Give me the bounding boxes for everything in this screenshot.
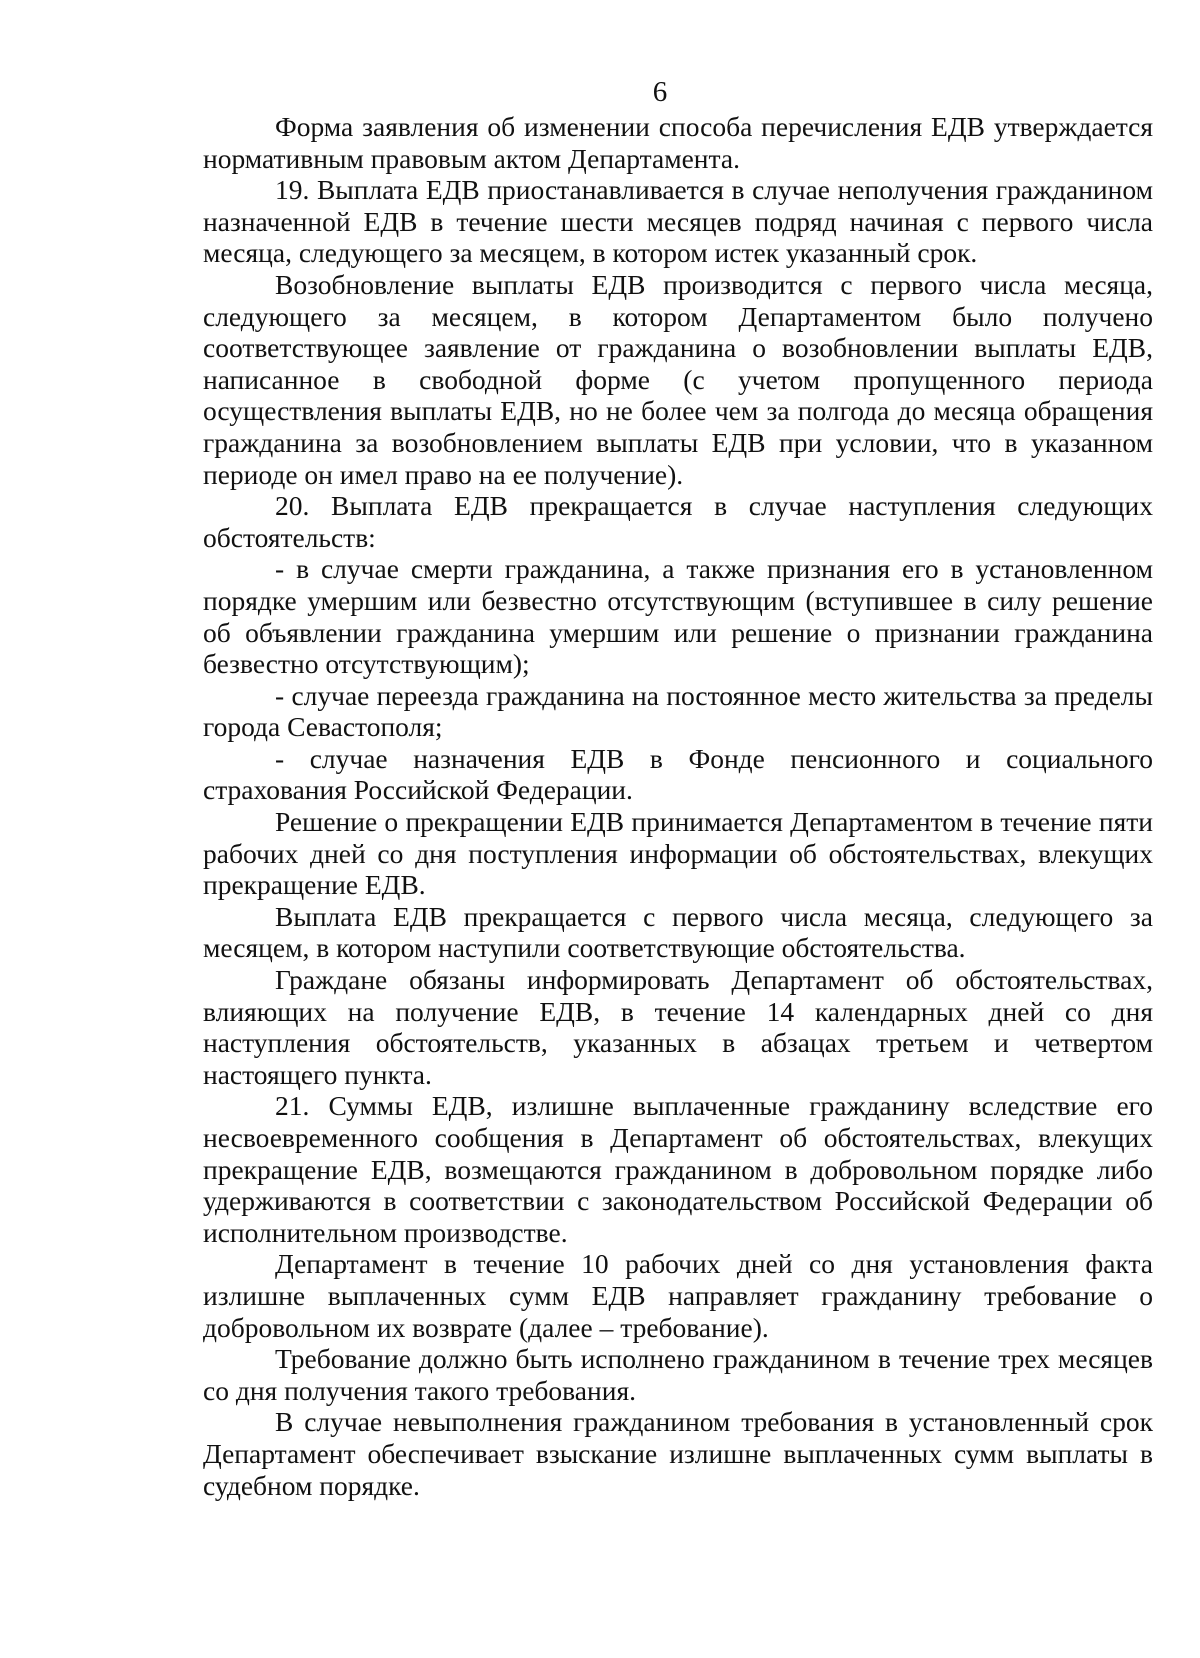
paragraph-judicial-recovery: В случае невыполнения гражданином требования в установленный срок Департамент обеспечивает взыскание излишне выплаченных сумм выплаты в судебном порядке. — [203, 1406, 1153, 1501]
paragraph-item-19-suspension: 19. Выплата ЕДВ приостанавливается в случае неполучения гражданином назначенной ЕДВ в течение шести месяцев подряд начиная с первого числа месяца, следующего за месяцем, в котором истек указанный срок. — [203, 174, 1153, 269]
document-body — [203, 111, 1153, 1501]
paragraph-termination-date: Выплата ЕДВ прекращается с первого числа месяца, следующего за месяцем, в котором наступили соответствующие обстоятельства. — [203, 900, 1153, 964]
list-item-death: - в случае смерти гражданина, а также признания его в установленном порядке умершим или безвестно отсутствующим (вступившее в силу решение об объявлении гражданина умершим или решение о признании гражданина безвестно отсутствующим); — [203, 553, 1153, 680]
paragraph-refund-demand: Департамент в течение 10 рабочих дней со дня установления факта излишне выплаченных сумм ЕДВ направляет гражданину требование о добровольном их возврате (далее – требование). — [203, 1248, 1153, 1343]
paragraph-item-21-overpayment: 21. Суммы ЕДВ, излишне выплаченные гражданину вследствие его несвоевременного сообщения в Департамент об обстоятельствах, влекущих прекращение ЕДВ, возмещаются гражданином в добровольном порядке либо удерживаются в соответствии с законодательством Российской Федерации об исполнительном производстве. — [203, 1090, 1153, 1248]
paragraph-application-form: Форма заявления об изменении способа перечисления ЕДВ утверждается нормативным правовым актом Департамента. — [203, 111, 1153, 174]
paragraph-resumption: Возобновление выплаты ЕДВ производится с первого числа месяца, следующего за месяцем, в котором Департаментом было получено соответствующее заявление от гражданина о возобновлении выплаты ЕДВ, написанное в свободной форме (с учетом пропущенного периода осуществления выплаты ЕДВ, но не более чем за полгода до месяца обращения гражданина за возобновлением выплаты ЕДВ при условии, что в указанном периоде он имел право на ее получение). — [203, 268, 1153, 490]
paragraph-demand-deadline: Требование должно быть исполнено гражданином в течение трех месяцев со дня получения такого требования. — [203, 1343, 1153, 1406]
list-item-relocation: - случае переезда гражданина на постоянное место жительства за пределы города Севастополя; — [203, 679, 1153, 743]
page-number: 6 — [652, 76, 668, 108]
paragraph-termination-decision: Решение о прекращении ЕДВ принимается Департаментом в течение пяти рабочих дней со дня поступления информации об обстоятельствах, влекущих прекращение ЕДВ. — [203, 806, 1153, 901]
list-item-fund-assignment: - случае назначения ЕДВ в Фонде пенсионного и социального страхования Российской Федерации. — [203, 742, 1153, 806]
paragraph-item-20-termination: 20. Выплата ЕДВ прекращается в случае наступления следующих обстоятельств: — [203, 490, 1153, 553]
paragraph-citizen-obligation: Граждане обязаны информировать Департамент об обстоятельствах, влияющих на получение ЕДВ, в течение 14 календарных дней со дня наступления обстоятельств, указанных в абзацах третьем и четвертом настоящего пункта. — [203, 964, 1153, 1090]
